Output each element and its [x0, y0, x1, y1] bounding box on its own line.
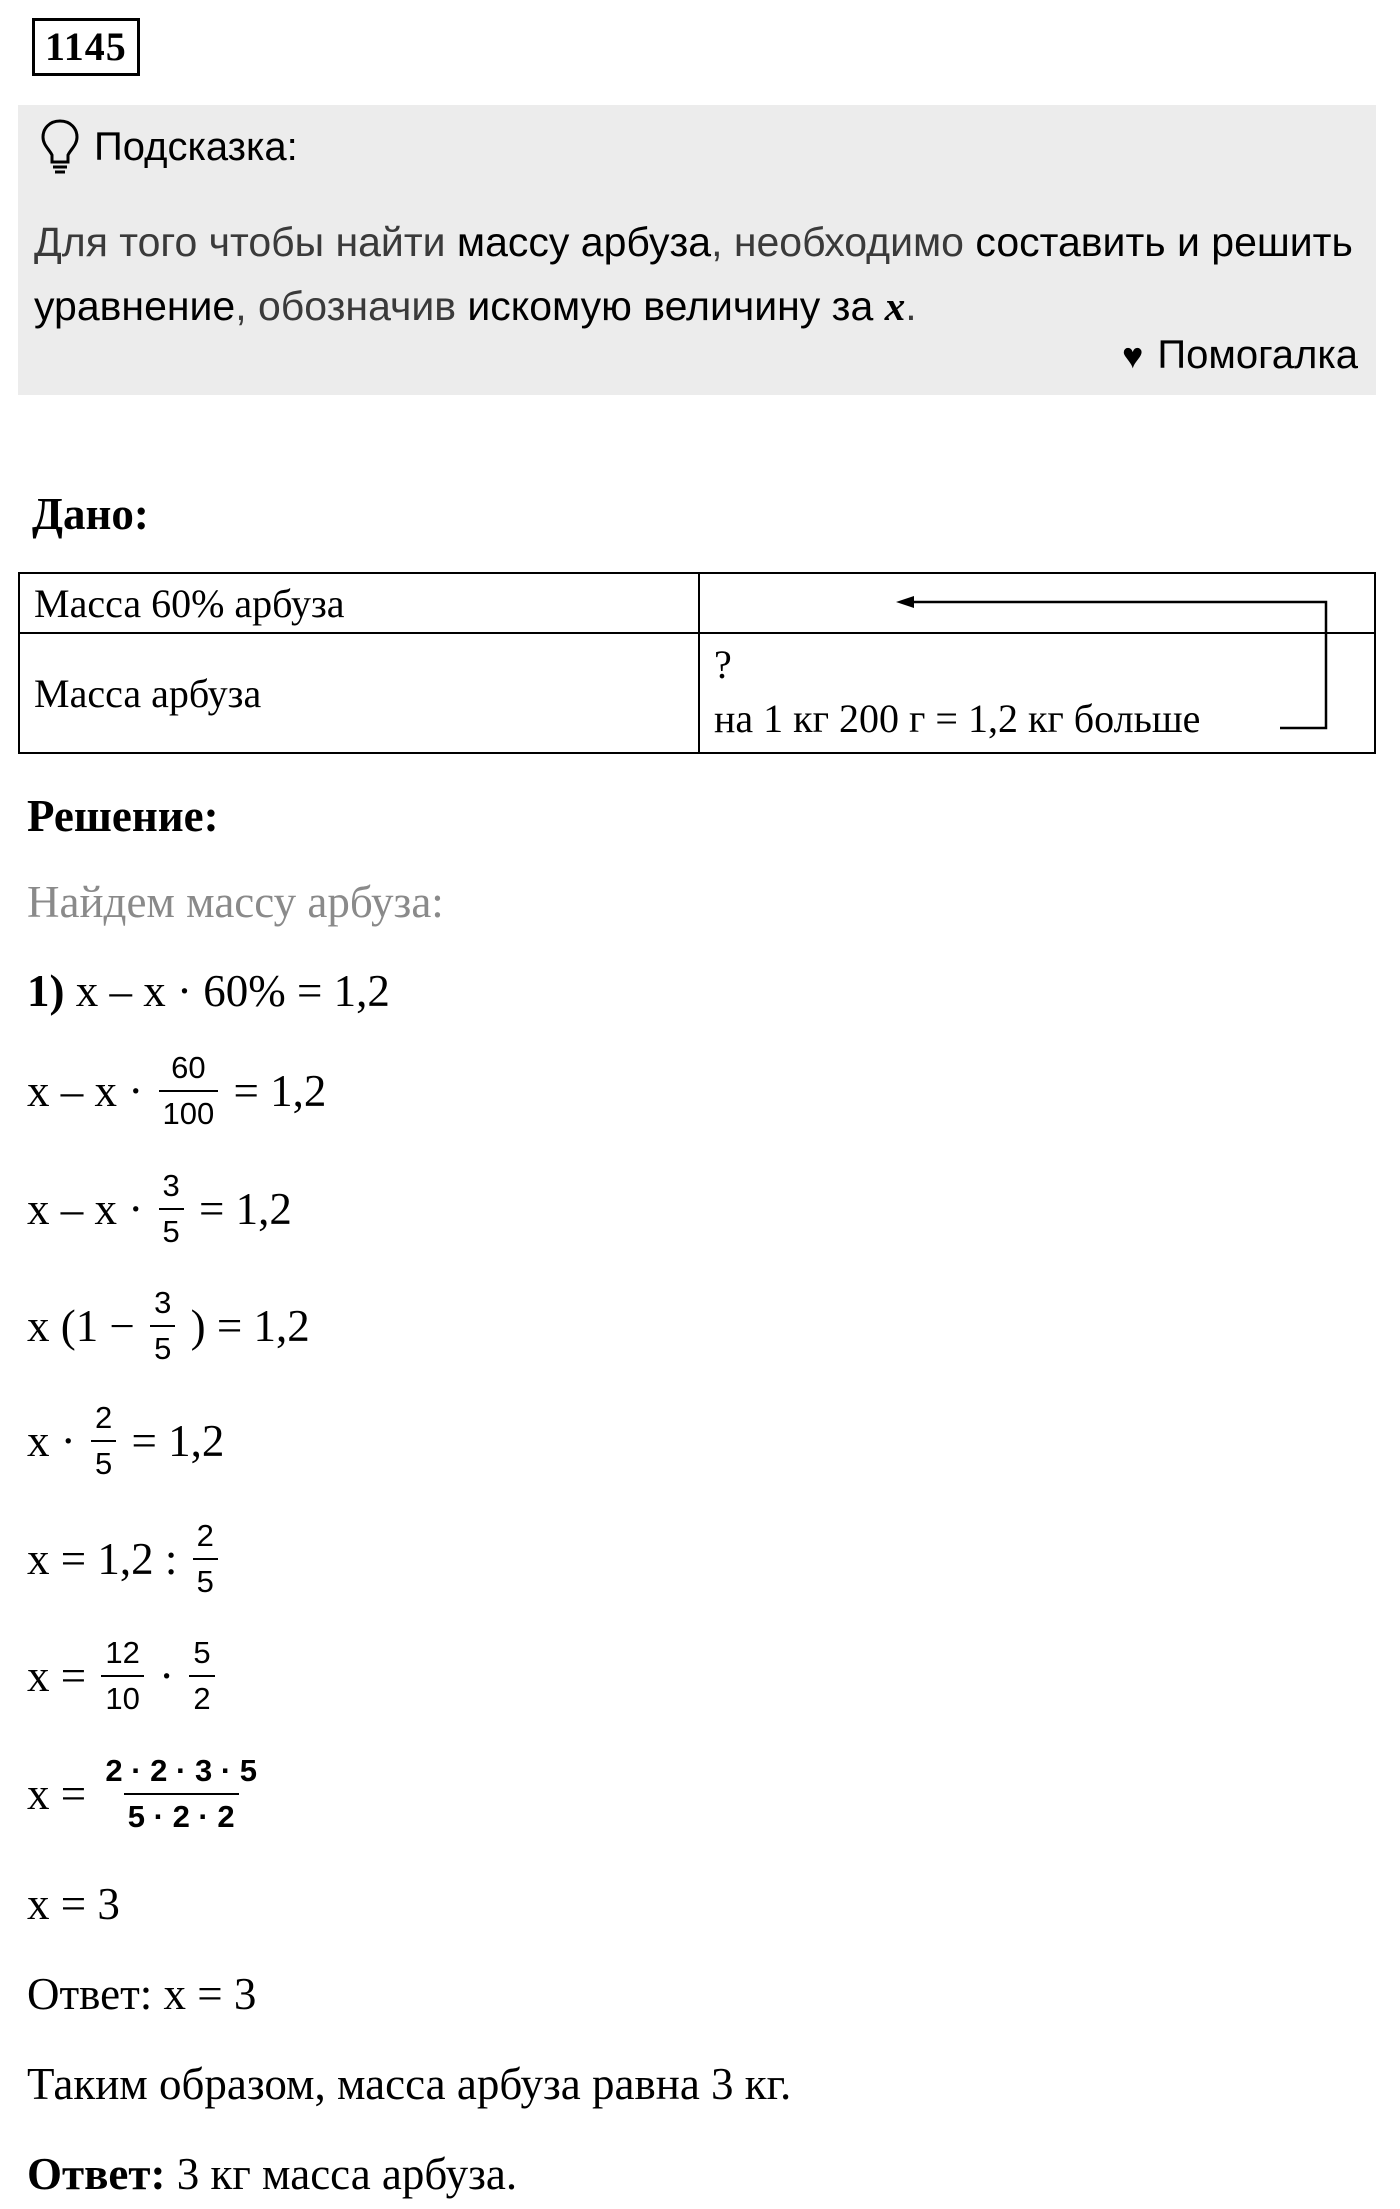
hint-text — [34, 210, 1364, 338]
fraction — [101, 1753, 261, 1835]
hint-text-part: , обозначив — [235, 283, 468, 329]
given-table — [18, 572, 1376, 754]
brand-label — [1122, 333, 1358, 378]
solution-title: Решение: — [27, 791, 219, 841]
given-cell-label: Масса 60% арбуза — [19, 573, 699, 633]
given-cell-label: Масса арбуза — [19, 633, 699, 753]
equation-text: ) = 1,2 — [179, 1301, 310, 1351]
numerator: 2 — [196, 1518, 214, 1553]
hint-title: Подсказка: — [94, 124, 298, 169]
equation-step-2 — [27, 1050, 326, 1132]
numerator: 2 — [95, 1400, 113, 1435]
equation-text: x – x · — [27, 1184, 155, 1234]
final-answer-label: Ответ: — [27, 2149, 166, 2199]
equation-step-3 — [27, 1168, 292, 1250]
denominator: 100 — [159, 1090, 219, 1132]
equation-step-7 — [27, 1635, 219, 1717]
denominator: 5 — [150, 1325, 175, 1367]
hint-emphasis: массу арбуза — [456, 219, 712, 265]
fraction — [91, 1400, 116, 1482]
conclusion: Таким образом, масса арбуза равна 3 кг. — [27, 2059, 792, 2109]
hint-header — [40, 117, 298, 177]
brand-name: Помогалка — [1157, 333, 1358, 377]
fraction — [159, 1050, 219, 1132]
hint-text-part: . — [905, 283, 917, 329]
hint-emphasis: составить и решить уравнение — [34, 219, 1353, 329]
equation-step-8 — [27, 1753, 265, 1835]
numerator: 3 — [162, 1168, 180, 1203]
task-number: 1145 — [32, 18, 140, 76]
equation-text: = 1,2 — [222, 1066, 327, 1116]
hint-text-part: , необходимо — [711, 219, 976, 265]
denominator: 2 — [189, 1675, 214, 1717]
hint-text-part: Для того чтобы найти — [34, 219, 457, 265]
equation-text: x = — [27, 1769, 98, 1819]
hint-emphasis: искомую величину за — [467, 283, 885, 329]
answer-line: Ответ: x = 3 — [27, 1969, 257, 2019]
unknown-mark: ? — [714, 642, 732, 687]
equation-text: x – x · — [27, 1066, 155, 1116]
denominator: 10 — [101, 1675, 143, 1717]
equation-step-1 — [27, 965, 390, 1017]
given-cell-value — [699, 633, 1375, 753]
denominator: 5 — [159, 1208, 184, 1250]
numerator: 5 — [193, 1635, 211, 1670]
equation-text: x = — [27, 1651, 98, 1701]
fraction — [150, 1285, 175, 1367]
given-cell-value — [699, 573, 1375, 633]
equation-text: x (1 − — [27, 1301, 147, 1351]
heart-icon: ♥ — [1121, 334, 1144, 376]
difference-note: на 1 кг 200 г = 1,2 кг больше — [714, 696, 1201, 741]
fraction — [159, 1168, 184, 1250]
hint-box — [18, 105, 1376, 395]
table-row — [19, 633, 1375, 753]
numerator: 3 — [154, 1285, 172, 1320]
equation-text: · — [147, 1651, 186, 1701]
equation-step-5 — [27, 1400, 224, 1482]
numerator: 12 — [105, 1635, 140, 1670]
step-label: 1) — [27, 966, 65, 1016]
hint-variable: x — [884, 283, 906, 329]
equation-step-9: x = 3 — [27, 1879, 120, 1929]
lightbulb-icon — [40, 118, 80, 176]
final-answer-text: 3 кг масса арбуза. — [165, 2149, 518, 2199]
equation-text: x – x · 60% = 1,2 — [64, 966, 390, 1016]
numerator: 2 · 2 · 3 · 5 — [105, 1753, 257, 1788]
given-title: Дано: — [32, 489, 149, 539]
numerator: 60 — [171, 1050, 206, 1085]
fraction — [189, 1635, 214, 1717]
fraction — [193, 1518, 218, 1600]
solution-intro: Найдем массу арбуза: — [27, 877, 444, 927]
table-row — [19, 573, 1375, 633]
denominator: 5 — [193, 1558, 218, 1600]
denominator: 5 — [91, 1440, 116, 1482]
equation-text: x = 1,2 : — [27, 1534, 189, 1584]
equation-step-6 — [27, 1518, 222, 1600]
final-answer — [27, 2148, 517, 2200]
equation-text: = 1,2 — [120, 1416, 225, 1466]
fraction — [101, 1635, 143, 1717]
equation-text: x · — [27, 1416, 87, 1466]
denominator: 5 · 2 · 2 — [124, 1793, 239, 1835]
equation-text: = 1,2 — [187, 1184, 292, 1234]
equation-step-4 — [27, 1285, 310, 1367]
